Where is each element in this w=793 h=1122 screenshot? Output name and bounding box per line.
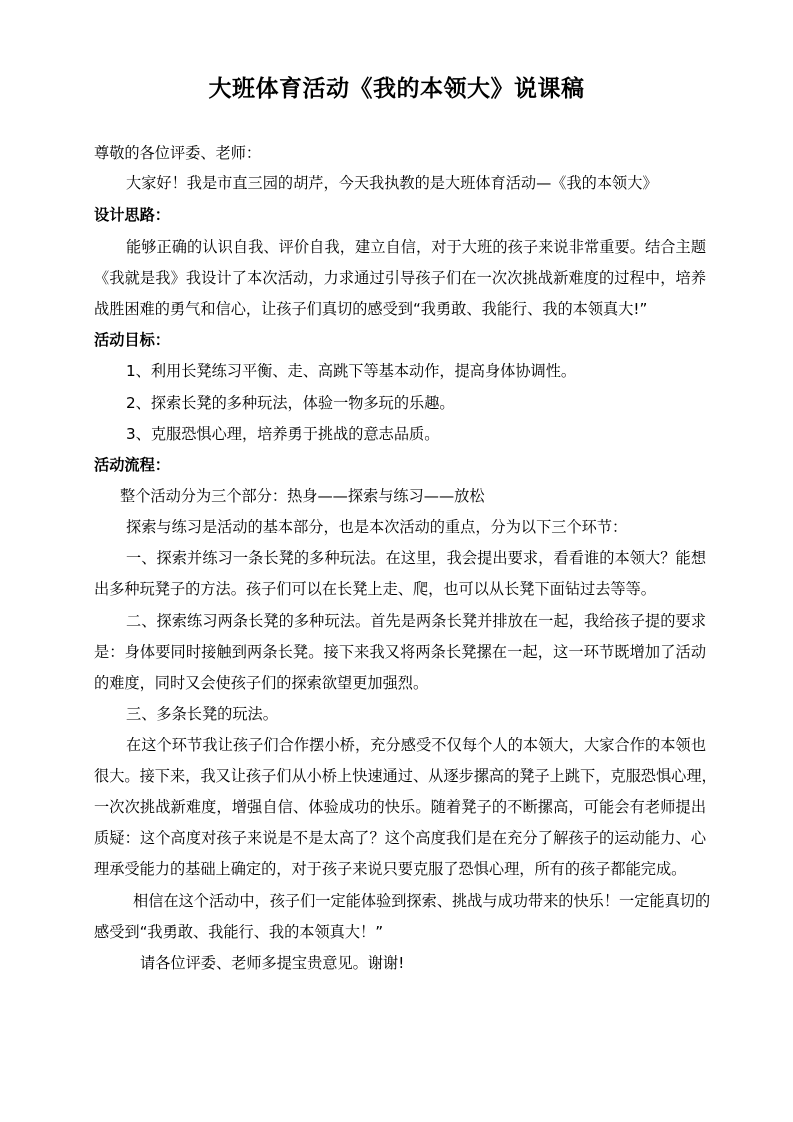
step2-line: 的难度，同时又会使孩子们的探索欲望更加强烈。 [94, 674, 429, 692]
step3-line: 理承受能力的基础上确定的，对于孩子来说只要克服了恐惧心理，所有的孩子都能完成。 [94, 860, 687, 878]
step3-line: 质疑：这个高度对孩子来说是不是太高了？这个高度我们是在充分了解孩子的运动能力、心 [94, 829, 706, 847]
step3-title: 三、多条长凳的玩法。 [126, 705, 278, 723]
step1-line: 出多种玩凳子的方法。孩子们可以在长凳上走、爬，也可以从长凳下面钻过去等等。 [94, 580, 656, 598]
design-line: 能够正确的认识自我、评价自我，建立自信，对于大班的孩子来说非常重要。结合主题 [126, 238, 706, 256]
document-title: 大班体育活动《我的本领大》说课稿 [208, 75, 585, 102]
process-heading: 活动流程： [94, 456, 170, 474]
process-core: 探索与练习是活动的基本部分，也是本次活动的重点，分为以下三个环节： [126, 518, 628, 536]
design-line: 战胜困难的勇气和信心，让孩子们真切的感受到“我勇敢、我能行、我的本领真大!” [94, 300, 648, 318]
design-heading: 设计思路： [94, 206, 170, 224]
step3-line: 一次次挑战新难度，增强自信、体验成功的快乐。随着凳子的不断摞高，可能会有老师提出 [94, 798, 706, 816]
goal-item: 2、探索长凳的多种玩法，体验一物多玩的乐趣。 [126, 394, 455, 412]
greeting: 尊敬的各位评委、老师： [94, 144, 262, 162]
design-line: 《我就是我》我设计了本次活动，力求通过引导孩子们在一次次挑战新难度的过程中，培养 [94, 269, 706, 287]
intro-paragraph: 大家好！我是市直三园的胡芹，今天我执教的是大班体育活动—《我的本领大》 [126, 174, 658, 192]
step3-line: 在这个环节我让孩子们合作摆小桥，充分感受不仅每个人的本领大，大家合作的本领也 [126, 736, 706, 754]
process-overview: 整个活动分为三个部分：热身——探索与练习——放松 [120, 487, 485, 505]
closing-line: 相信在这个活动中，孩子们一定能体验到探索、挑战与成功带来的快乐！一定能真切的 [133, 892, 711, 910]
step3-line: 很大。接下来，我又让孩子们从小桥上快速通过、从逐步摞高的凳子上跳下，克服恐惧心理， [94, 767, 717, 785]
closing-line: 感受到“我勇敢、我能行、我的本领真大！” [94, 923, 384, 941]
goal-item: 1、利用长凳练习平衡、走、高跳下等基本动作，提高身体协调性。 [126, 362, 577, 380]
step2-line: 是：身体要同时接触到两条长凳。接下来我又将两条长凳摞在一起，这一环节既增加了活动 [94, 643, 706, 661]
thanks-line: 请各位评委、老师多提宝贵意见。谢谢! [140, 954, 405, 972]
goals-heading: 活动目标： [94, 331, 170, 349]
step2-line: 二、探索练习两条长凳的多种玩法。首先是两条长凳并排放在一起，我给孩子提的要求 [126, 612, 706, 630]
goal-item: 3、克服恐惧心理，培养勇于挑战的意志品质。 [126, 425, 440, 443]
step1-line: 一、探索并练习一条长凳的多种玩法。在这里，我会提出要求，看看谁的本领大？能想 [126, 549, 706, 567]
